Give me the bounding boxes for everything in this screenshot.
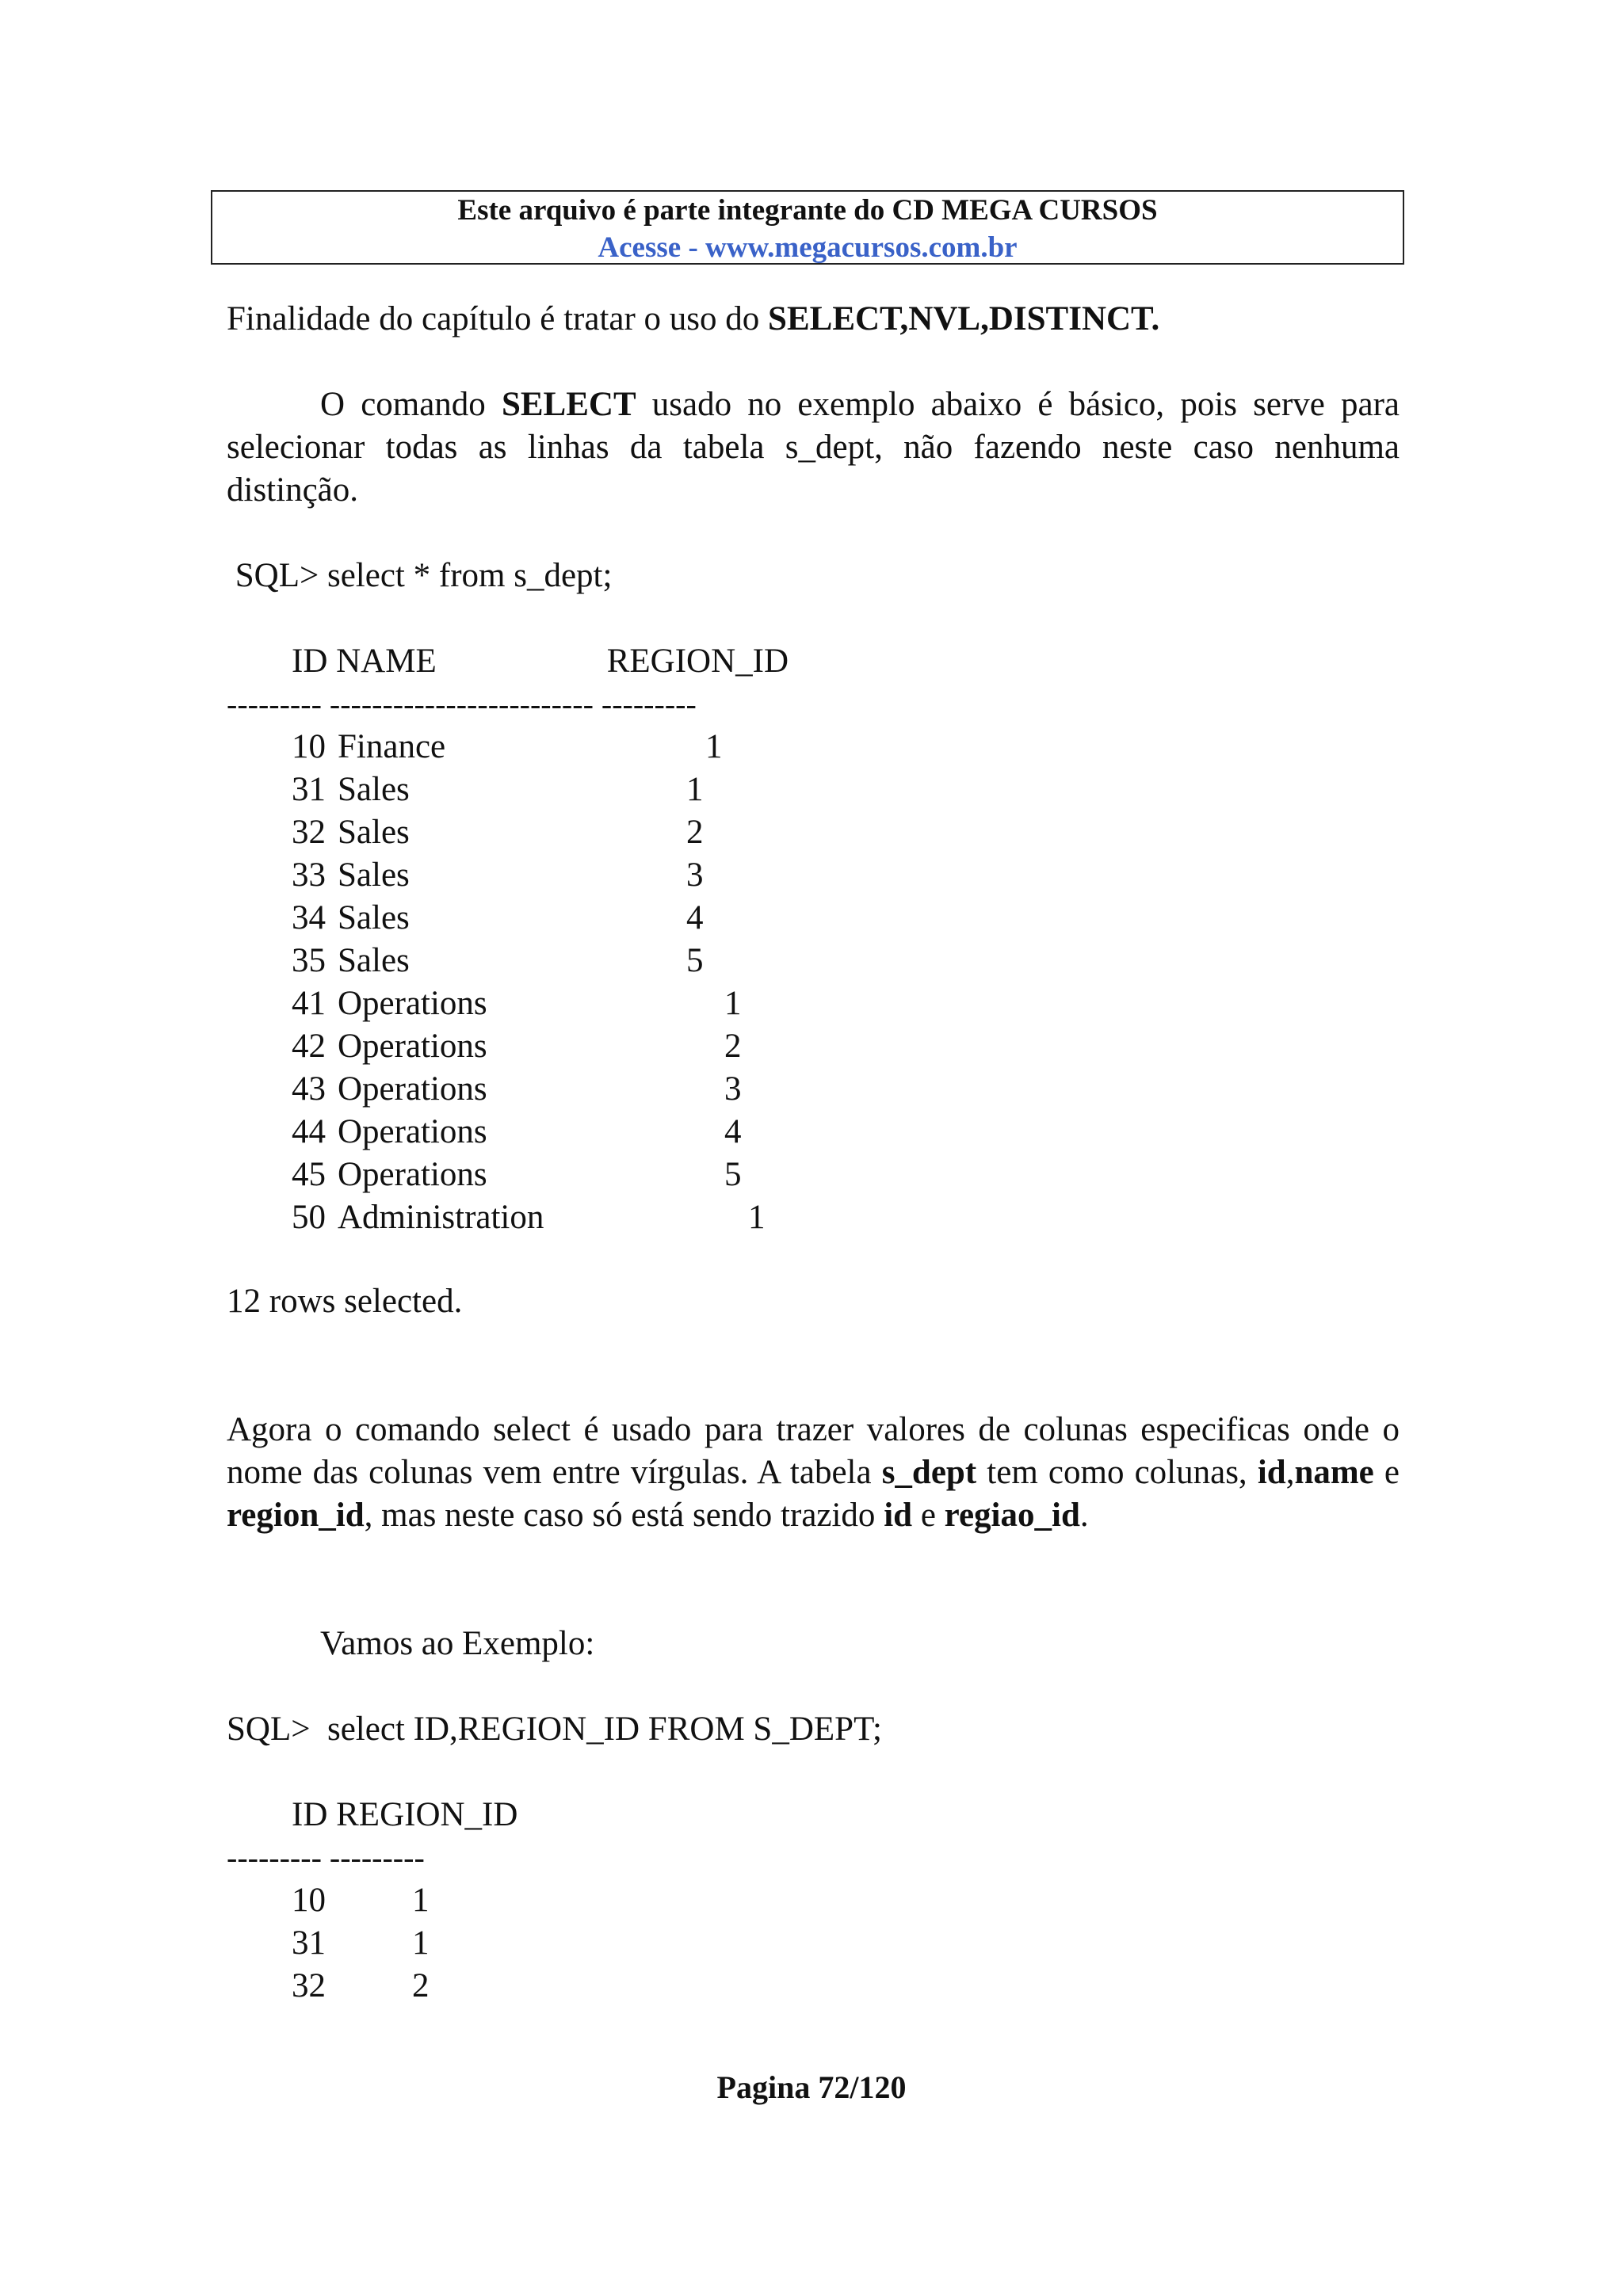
cell-id: 10 — [292, 1882, 326, 1919]
cell-region-id: 2 — [724, 1028, 742, 1065]
para2-bold-region-id: region_id — [227, 1497, 365, 1534]
cell-id: 45 — [292, 1156, 326, 1193]
paragraph-select-intro — [227, 383, 1400, 512]
cell-region-id: 1 — [412, 1882, 430, 1919]
cell-region-id: 2 — [686, 814, 704, 851]
query2-header: ID REGION_ID — [292, 1796, 518, 1833]
cell-name: Sales — [338, 942, 410, 979]
para2-text-3: , — [1285, 1454, 1295, 1491]
query2-separator: --------- --------- — [227, 1840, 425, 1875]
cell-region-id: 1 — [705, 728, 723, 765]
cell-name: Operations — [338, 1070, 487, 1108]
para2-text-7: . — [1079, 1497, 1089, 1534]
para2-text-4: e — [1373, 1454, 1400, 1491]
query1-separator: --------- ------------------------- --------- — [227, 686, 697, 722]
cell-id: 10 — [292, 728, 326, 765]
cell-name: Operations — [338, 1028, 487, 1065]
cell-region-id: 1 — [412, 1924, 430, 1962]
cell-id: 31 — [292, 771, 326, 808]
cell-id: 32 — [292, 814, 326, 851]
para2-text-5: , mas neste caso só está sendo trazido — [364, 1497, 884, 1534]
para2-bold-id-2: id — [884, 1497, 913, 1534]
para2-bold-regiao-id: regiao_id — [944, 1497, 1080, 1534]
cell-name: Finance — [338, 728, 446, 765]
paragraph-select-columns — [227, 1409, 1400, 1537]
header-banner — [211, 190, 1404, 265]
query1-header: ID NAME REGION_ID — [292, 643, 789, 680]
cell-id: 42 — [292, 1028, 326, 1065]
cell-name: Sales — [338, 814, 410, 851]
cell-region-id: 2 — [412, 1967, 430, 2004]
para2-text-2: tem como colunas, — [976, 1454, 1258, 1491]
cell-region-id: 1 — [686, 771, 704, 808]
para2-text-1: Agora o comando select é usado para trazer valores de colunas especificas onde o nome das colunas vem entre vírgulas. A tabela — [227, 1411, 1400, 1491]
cell-id: 34 — [292, 899, 326, 936]
cell-region-id: 5 — [686, 942, 704, 979]
cell-region-id: 1 — [724, 985, 742, 1022]
intro-line — [227, 298, 1159, 341]
cell-id: 31 — [292, 1924, 326, 1962]
cell-name: Operations — [338, 985, 487, 1022]
cell-region-id: 1 — [748, 1199, 766, 1236]
para2-text-6: e — [912, 1497, 945, 1534]
cell-region-id: 3 — [686, 856, 704, 894]
page-number: Pagina 72/120 — [716, 2069, 907, 2105]
cell-name: Administration — [338, 1199, 544, 1236]
cell-region-id: 4 — [724, 1113, 742, 1150]
cell-id: 35 — [292, 942, 326, 979]
example-label: Vamos ao Exemplo: — [320, 1625, 595, 1662]
cell-name: Sales — [338, 856, 410, 894]
query1-footer: 12 rows selected. — [227, 1283, 463, 1320]
para2-bold-id: id — [1257, 1454, 1286, 1491]
para2-bold-name: name — [1294, 1454, 1374, 1491]
query1-command: SQL> select * from s_dept; — [227, 557, 613, 594]
para1-text-post: usado no exemplo abaixo é básico, pois serve para selecionar todas as linhas da tabela s_dept, não fazendo neste caso nenhuma distinção. — [227, 386, 1400, 509]
cell-id: 43 — [292, 1070, 326, 1108]
para1-bold-select: SELECT — [501, 386, 636, 423]
cell-id: 41 — [292, 985, 326, 1022]
query2-command: SQL> select ID,REGION_ID FROM S_DEPT; — [227, 1711, 882, 1748]
intro-text: Finalidade do capítulo é tratar o uso do — [227, 300, 769, 338]
cell-region-id: 5 — [724, 1156, 742, 1193]
intro-bold: SELECT,NVL,DISTINCT. — [768, 300, 1160, 338]
cell-id: 44 — [292, 1113, 326, 1150]
cell-name: Operations — [338, 1113, 487, 1150]
cell-name: Operations — [338, 1156, 487, 1193]
cell-region-id: 4 — [686, 899, 704, 936]
cell-id: 32 — [292, 1967, 326, 2004]
cell-name: Sales — [338, 771, 410, 808]
para1-text-pre: O comando — [320, 386, 502, 423]
para2-bold-table: s_dept — [881, 1454, 977, 1491]
cell-region-id: 3 — [724, 1070, 742, 1108]
header-url: Acesse - www.megacursos.com.br — [598, 231, 1018, 264]
cell-id: 50 — [292, 1199, 326, 1236]
header-title: Este arquivo é parte integrante do CD MEGA CURSOS — [457, 194, 1158, 227]
cell-name: Sales — [338, 899, 410, 936]
cell-id: 33 — [292, 856, 326, 894]
